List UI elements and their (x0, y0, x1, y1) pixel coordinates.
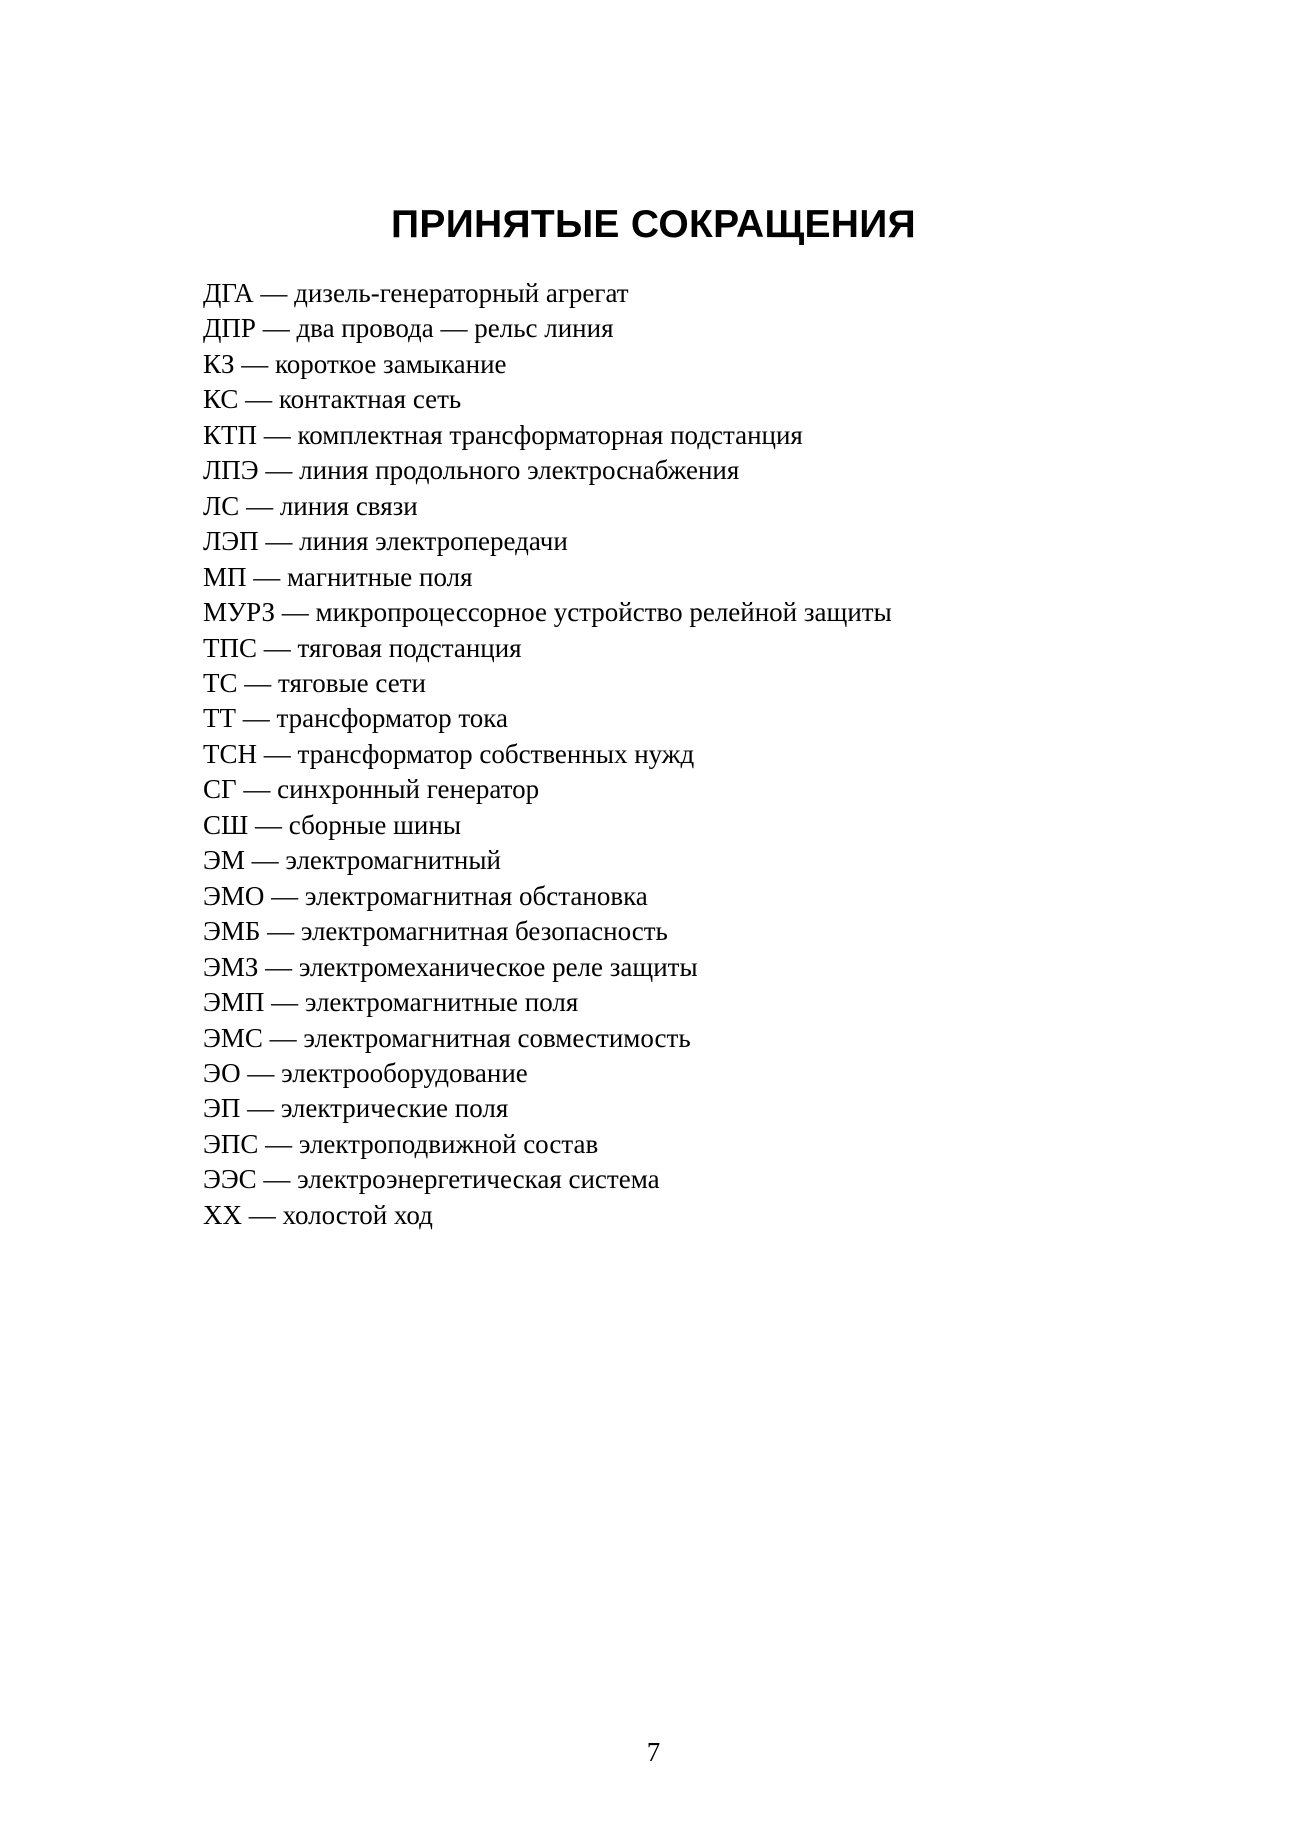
abbreviation-separator: — (246, 561, 288, 592)
abbreviation-separator: — (258, 1128, 299, 1159)
abbreviation-term: КТП (203, 419, 257, 450)
abbreviation-term: ХХ (203, 1199, 242, 1230)
abbreviation-meaning: электромагнитные поля (304, 987, 579, 1018)
abbreviation-meaning: микропроцессорное устройство релейной защиты (315, 597, 892, 628)
list-item (203, 418, 892, 453)
page-title: ПРИНЯТЫЕ СОКРАЩЕНИЯ (391, 203, 916, 246)
abbreviation-separator: — (275, 597, 316, 628)
abbreviation-meaning: линия электропередачи (299, 526, 568, 557)
abbreviation-term: ТПС (203, 632, 257, 663)
abbreviation-term: КЗ (203, 348, 235, 379)
abbreviation-meaning: тяговая подстанция (297, 632, 522, 663)
abbreviation-term: ТСН (203, 738, 257, 769)
abbreviation-term: ДПР (203, 313, 256, 344)
abbreviation-term: ЭМЗ (203, 951, 259, 982)
list-item (203, 843, 892, 878)
list-item (203, 276, 892, 311)
list-item (203, 879, 892, 914)
abbreviation-separator: — (262, 1022, 304, 1053)
abbreviation-list (203, 276, 892, 1233)
abbreviation-term: ЛПЭ (203, 455, 259, 486)
abbreviation-meaning: электромагнитная безопасность (300, 916, 668, 947)
abbreviation-separator: — (240, 1093, 281, 1124)
list-item (203, 1021, 892, 1056)
abbreviation-separator: — (242, 1199, 283, 1230)
abbreviation-meaning: дизель-генераторный агрегат (294, 278, 629, 308)
page-number: 7 (646, 1737, 661, 1767)
abbreviation-separator: — (253, 278, 295, 308)
list-item (203, 950, 892, 985)
list-item (203, 453, 892, 488)
abbreviation-term: ДГА (203, 278, 254, 308)
abbreviation-term: ЛС (203, 490, 240, 521)
abbreviation-term: СШ (203, 809, 249, 840)
abbreviation-meaning: электрооборудование (281, 1057, 528, 1088)
abbreviation-meaning: короткое замыкание (275, 348, 507, 379)
list-item (203, 311, 892, 346)
abbreviation-term: ЭМС (203, 1022, 263, 1053)
abbreviation-meaning: электромагнитный (285, 845, 501, 876)
abbreviation-term: ЭПС (203, 1128, 259, 1159)
abbreviation-term: ЭО (203, 1057, 241, 1088)
list-item (203, 560, 892, 595)
abbreviation-term: ЭМО (203, 880, 265, 911)
abbreviation-separator: — (234, 348, 276, 379)
list-item (203, 914, 892, 949)
abbreviation-meaning: трансформатор собственных нужд (297, 738, 695, 769)
abbreviation-separator: — (258, 526, 300, 557)
list-item (203, 701, 892, 736)
list-item (203, 1198, 892, 1233)
abbreviation-meaning: синхронный генератор (277, 774, 540, 805)
list-item (203, 666, 892, 701)
abbreviation-separator: — (260, 916, 301, 947)
list-item (203, 985, 892, 1020)
list-item (203, 772, 892, 807)
list-item (203, 1056, 892, 1091)
abbreviation-meaning: линия продольного электроснабжения (299, 455, 740, 486)
abbreviation-meaning: электрические поля (280, 1093, 509, 1124)
abbreviation-separator: — (264, 987, 305, 1018)
abbreviation-meaning: контактная сеть (278, 384, 462, 415)
list-item (203, 489, 892, 524)
abbreviation-meaning: электромагнитная обстановка (304, 880, 648, 911)
list-item (203, 382, 892, 417)
abbreviation-separator: — (236, 774, 278, 805)
list-item (203, 631, 892, 666)
list-item (203, 524, 892, 559)
abbreviation-term: ЭМП (203, 987, 265, 1018)
abbreviation-separator: — (248, 809, 289, 840)
abbreviation-term: ЭЭС (203, 1164, 257, 1195)
list-item (203, 737, 892, 772)
abbreviation-separator: — (244, 845, 286, 876)
abbreviation-separator: — (257, 632, 298, 663)
abbreviation-separator: — (257, 419, 298, 450)
abbreviation-meaning: трансформатор тока (276, 703, 508, 734)
abbreviation-meaning: магнитные поля (287, 561, 473, 592)
abbreviation-term: ЭМБ (203, 916, 261, 947)
abbreviation-term: КС (203, 384, 239, 415)
abbreviation-separator: — (258, 951, 299, 982)
abbreviation-separator: — (256, 1164, 298, 1195)
abbreviation-meaning: электроподвижной состав (298, 1128, 599, 1159)
abbreviation-separator: — (237, 667, 279, 698)
abbreviation-meaning: сборные шины (288, 809, 461, 840)
abbreviation-separator: — (239, 490, 280, 521)
abbreviation-separator: — (257, 738, 298, 769)
list-item (203, 595, 892, 630)
abbreviation-meaning: электромеханическое реле защиты (298, 951, 698, 982)
abbreviation-term: МП (203, 561, 247, 592)
list-item (203, 1127, 892, 1162)
abbreviation-meaning: тяговые сети (278, 667, 426, 698)
abbreviation-term: СГ (203, 774, 237, 805)
abbreviation-meaning: два провода — рельс линия (296, 313, 614, 344)
list-item (203, 347, 892, 382)
abbreviation-separator: — (238, 384, 279, 415)
list-item (203, 1091, 892, 1126)
abbreviation-separator: — (236, 703, 277, 734)
list-item (203, 1162, 892, 1197)
abbreviation-separator: — (240, 1057, 282, 1088)
abbreviation-meaning: электроэнергетическая система (297, 1164, 660, 1195)
abbreviation-term: ЛЭП (203, 526, 259, 557)
abbreviation-term: ЭМ (203, 845, 245, 876)
abbreviation-meaning: линия связи (279, 490, 418, 521)
abbreviation-separator: — (255, 313, 297, 344)
abbreviation-meaning: холостой ход (282, 1199, 433, 1230)
abbreviation-separator: — (264, 880, 305, 911)
abbreviation-term: ТС (203, 667, 238, 698)
abbreviation-term: ЭП (203, 1093, 241, 1124)
abbreviation-separator: — (258, 455, 300, 486)
list-item (203, 808, 892, 843)
abbreviation-term: МУРЗ (203, 597, 275, 628)
abbreviation-meaning: комплектная трансформаторная подстанция (297, 419, 803, 450)
abbreviation-term: ТТ (203, 703, 236, 734)
abbreviation-meaning: электромагнитная совместимость (303, 1022, 691, 1053)
